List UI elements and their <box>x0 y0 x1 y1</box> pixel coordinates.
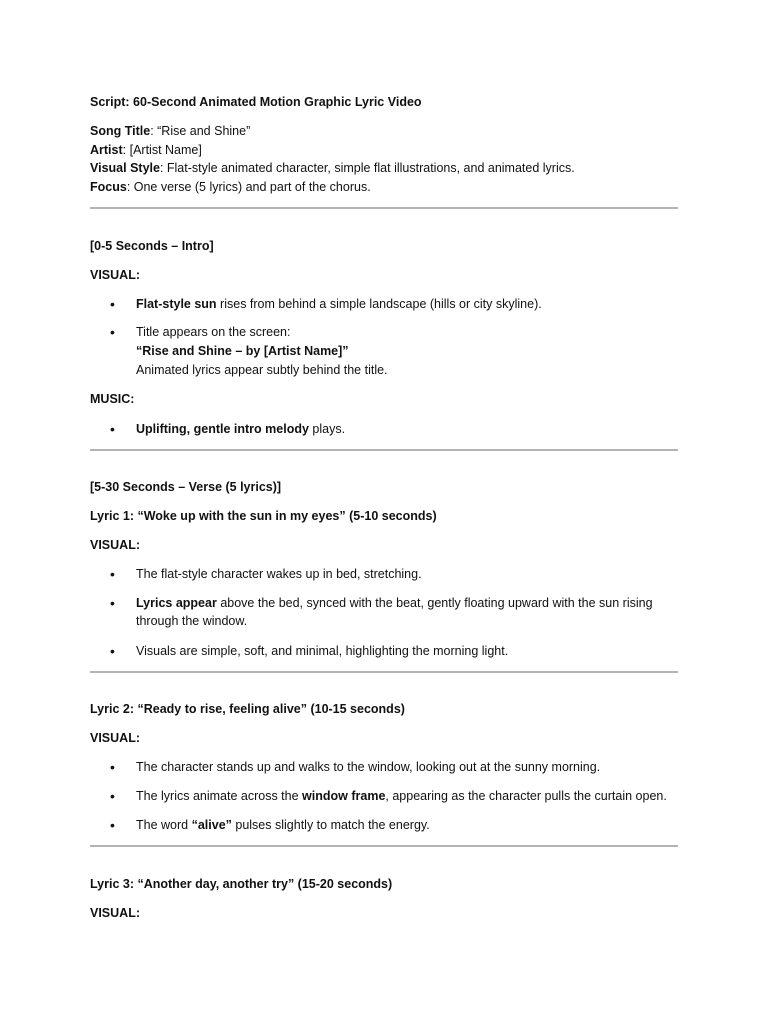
bullet-marker: • <box>110 421 115 437</box>
song-title-line: Song Title: “Rise and Shine” <box>90 124 251 138</box>
verse-heading: [5-30 Seconds – Verse (5 lyrics)] <box>90 480 282 494</box>
intro-bullet-sun: Flat-style sun rises from behind a simple landscape (hills or city skyline). <box>136 297 542 311</box>
bullet-marker: • <box>110 643 115 659</box>
intro-bullet-title-line3: Animated lyrics appear subtly behind the title. <box>136 363 388 377</box>
lyric1-visual-label: VISUAL: <box>90 538 140 552</box>
intro-bullet-title-line1: Title appears on the screen: <box>136 325 291 339</box>
bullet-marker: • <box>110 759 115 775</box>
bullet-marker: • <box>110 788 115 804</box>
bullet-marker: • <box>110 595 115 611</box>
lyric1-bullet-2: Lyrics appear above the bed, synced with the beat, gently floating upward with the sun rising <box>136 596 653 610</box>
script-title: Script: 60-Second Animated Motion Graphic Lyric Video <box>90 95 422 109</box>
section-divider <box>90 207 678 209</box>
lyric3-heading: Lyric 3: “Another day, another try” (15-20 seconds) <box>90 877 393 891</box>
section-divider <box>90 845 678 847</box>
lyric2-heading: Lyric 2: “Ready to rise, feeling alive” (10-15 seconds) <box>90 702 405 716</box>
lyric2-bullet-2: The lyrics animate across the window frame, appearing as the character pulls the curtain open. <box>136 789 667 803</box>
section-divider <box>90 671 678 673</box>
bullet-marker: • <box>110 566 115 582</box>
visual-style-line: Visual Style: Flat-style animated character, simple flat illustrations, and animated lyrics. <box>90 161 575 175</box>
intro-bullet-title-line2: “Rise and Shine – by [Artist Name]” <box>136 344 349 358</box>
section-divider <box>90 449 678 451</box>
intro-heading: [0-5 Seconds – Intro] <box>90 239 214 253</box>
lyric2-bullet-1: The character stands up and walks to the window, looking out at the sunny morning. <box>136 760 601 774</box>
lyric2-visual-label: VISUAL: <box>90 731 140 745</box>
intro-visual-label: VISUAL: <box>90 268 140 282</box>
bullet-marker: • <box>110 296 115 312</box>
intro-music-bullet: Uplifting, gentle intro melody plays. <box>136 422 346 436</box>
lyric2-bullet-3: The word “alive” pulses slightly to match the energy. <box>136 818 430 832</box>
focus-line: Focus: One verse (5 lyrics) and part of the chorus. <box>90 180 371 194</box>
lyric1-bullet-1: The flat-style character wakes up in bed, stretching. <box>136 567 422 581</box>
lyric1-heading: Lyric 1: “Woke up with the sun in my eyes” (5-10 seconds) <box>90 509 437 523</box>
lyric3-visual-label: VISUAL: <box>90 906 140 920</box>
bullet-marker: • <box>110 817 115 833</box>
bullet-marker: • <box>110 324 115 340</box>
lyric1-bullet-2-line2: through the window. <box>136 614 248 628</box>
intro-music-label: MUSIC: <box>90 392 135 406</box>
lyric1-bullet-3: Visuals are simple, soft, and minimal, highlighting the morning light. <box>136 644 509 658</box>
artist-line: Artist: [Artist Name] <box>90 143 202 157</box>
